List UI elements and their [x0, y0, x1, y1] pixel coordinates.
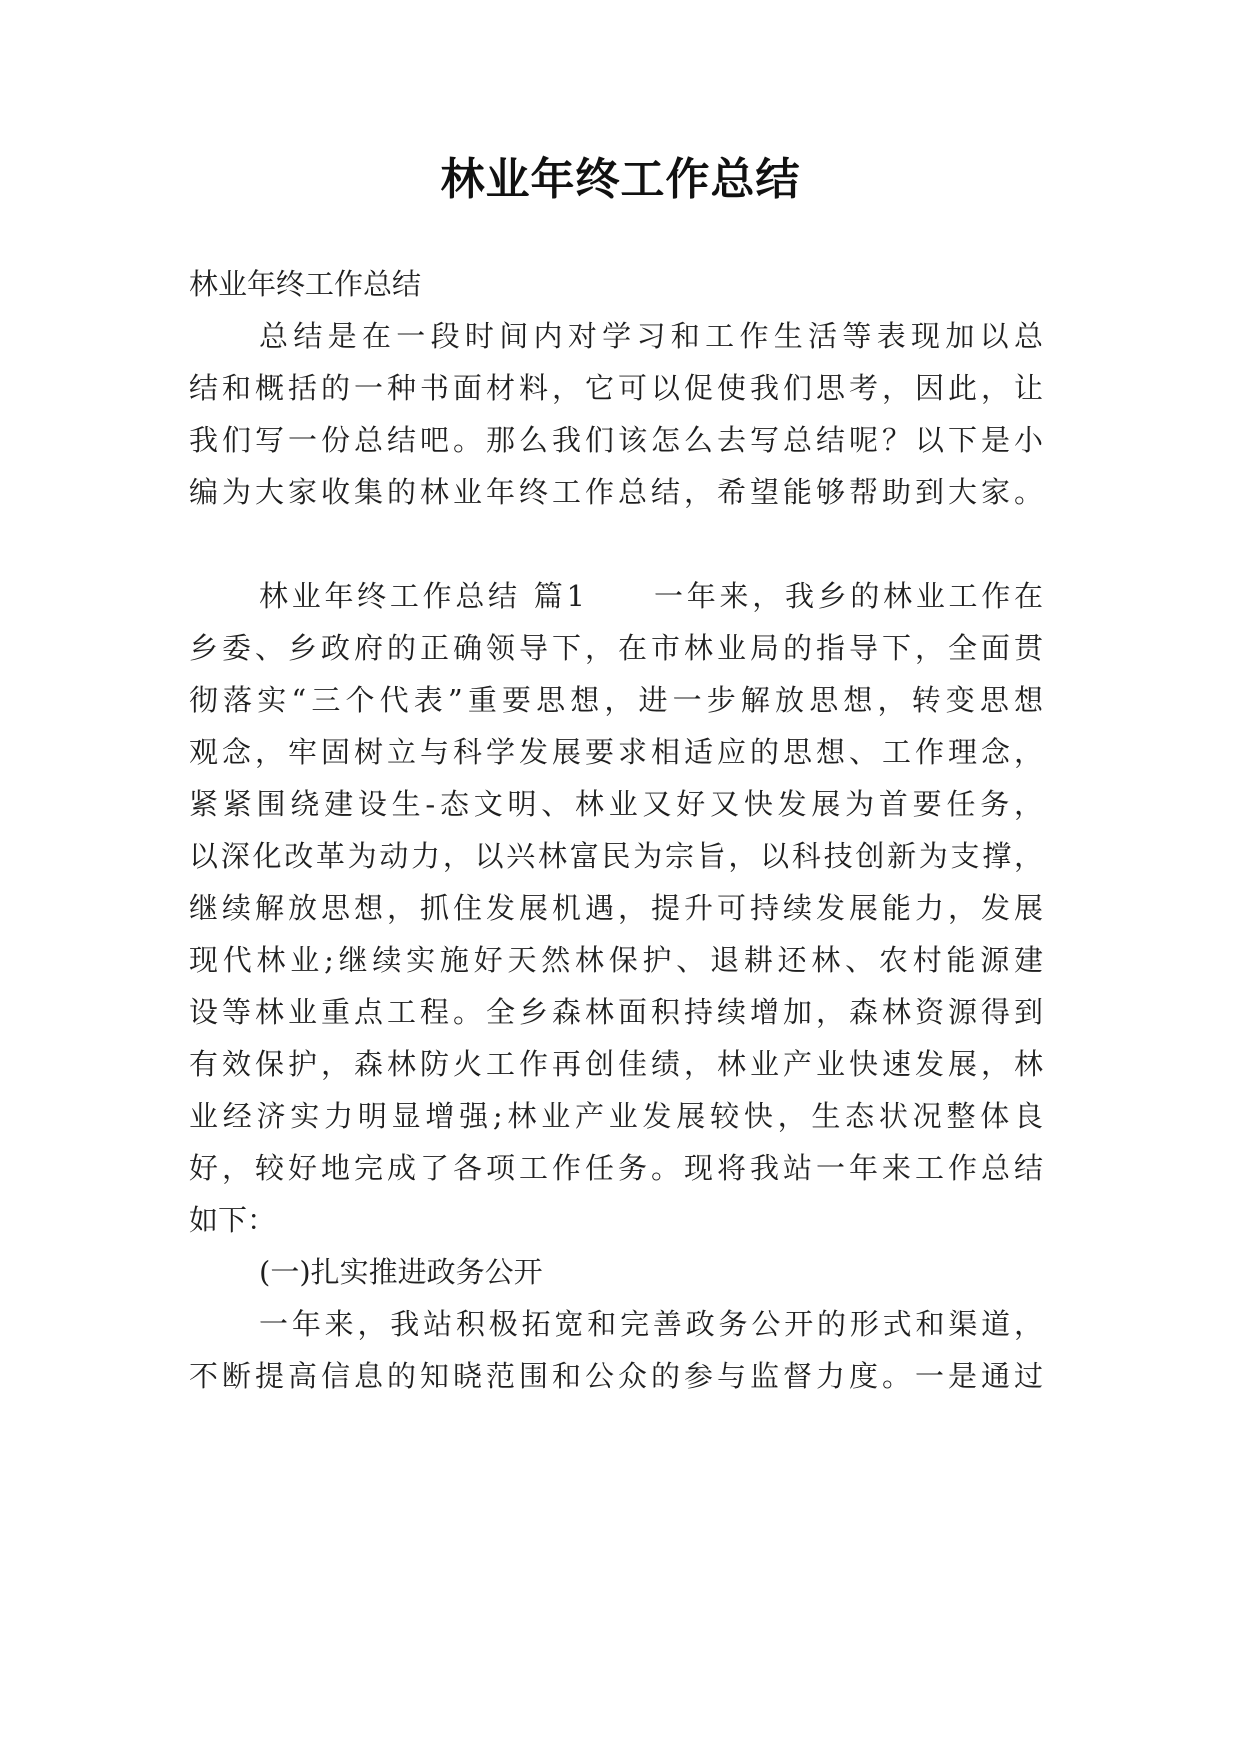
intro-line: 编为大家收集的林业年终工作总结，希望能够帮助到大家。	[189, 475, 1043, 509]
article-line: 紧紧围绕建设生-态文明、林业又好又快发展为首要任务，	[189, 787, 1043, 821]
article-line: 彻落实“三个代表”重要思想，进一步解放思想，转变思想	[189, 683, 1043, 717]
section-line: 一年来，我站积极拓宽和完善政务公开的形式和渠道，	[259, 1307, 1043, 1341]
article-line: 设等林业重点工程。全乡森林面积持续增加，森林资源得到	[189, 995, 1043, 1029]
article-line: 以深化改革为动力，以兴林富民为宗旨，以科技创新为支撑，	[189, 839, 1043, 873]
intro-line: 我们写一份总结吧。那么我们该怎么去写总结呢？以下是小	[189, 423, 1043, 457]
article-line: 乡委、乡政府的正确领导下，在市林业局的指导下，全面贯	[189, 631, 1043, 665]
section-line: 不断提高信息的知晓范围和公众的参与监督力度。一是通过	[189, 1359, 1043, 1393]
article-line: 继续解放思想，抓住发展机遇，提升可持续发展能力，发展	[189, 891, 1043, 925]
article-line: 观念，牢固树立与科学发展要求相适应的思想、工作理念，	[189, 735, 1043, 769]
section-heading: (一)扎实推进政务公开	[259, 1255, 543, 1289]
article-line: 好，较好地完成了各项工作任务。现将我站一年来工作总结	[189, 1151, 1043, 1185]
article-line: 如下：	[189, 1203, 277, 1237]
intro-line: 结和概括的一种书面材料，它可以促使我们思考，因此，让	[189, 371, 1043, 405]
document-title: 林业年终工作总结	[440, 154, 801, 205]
subtitle: 林业年终工作总结	[189, 267, 422, 301]
article-line: 林业年终工作总结 篇1 一年来，我乡的林业工作在	[259, 579, 1043, 613]
article-line: 业经济实力明显增强;林业产业发展较快，生态状况整体良	[189, 1099, 1043, 1133]
article-line: 有效保护，森林防火工作再创佳绩，林业产业快速发展，林	[189, 1047, 1043, 1081]
article-line: 现代林业;继续实施好天然林保护、退耕还林、农村能源建	[189, 943, 1043, 977]
intro-line: 总结是在一段时间内对学习和工作生活等表现加以总	[259, 319, 1043, 353]
